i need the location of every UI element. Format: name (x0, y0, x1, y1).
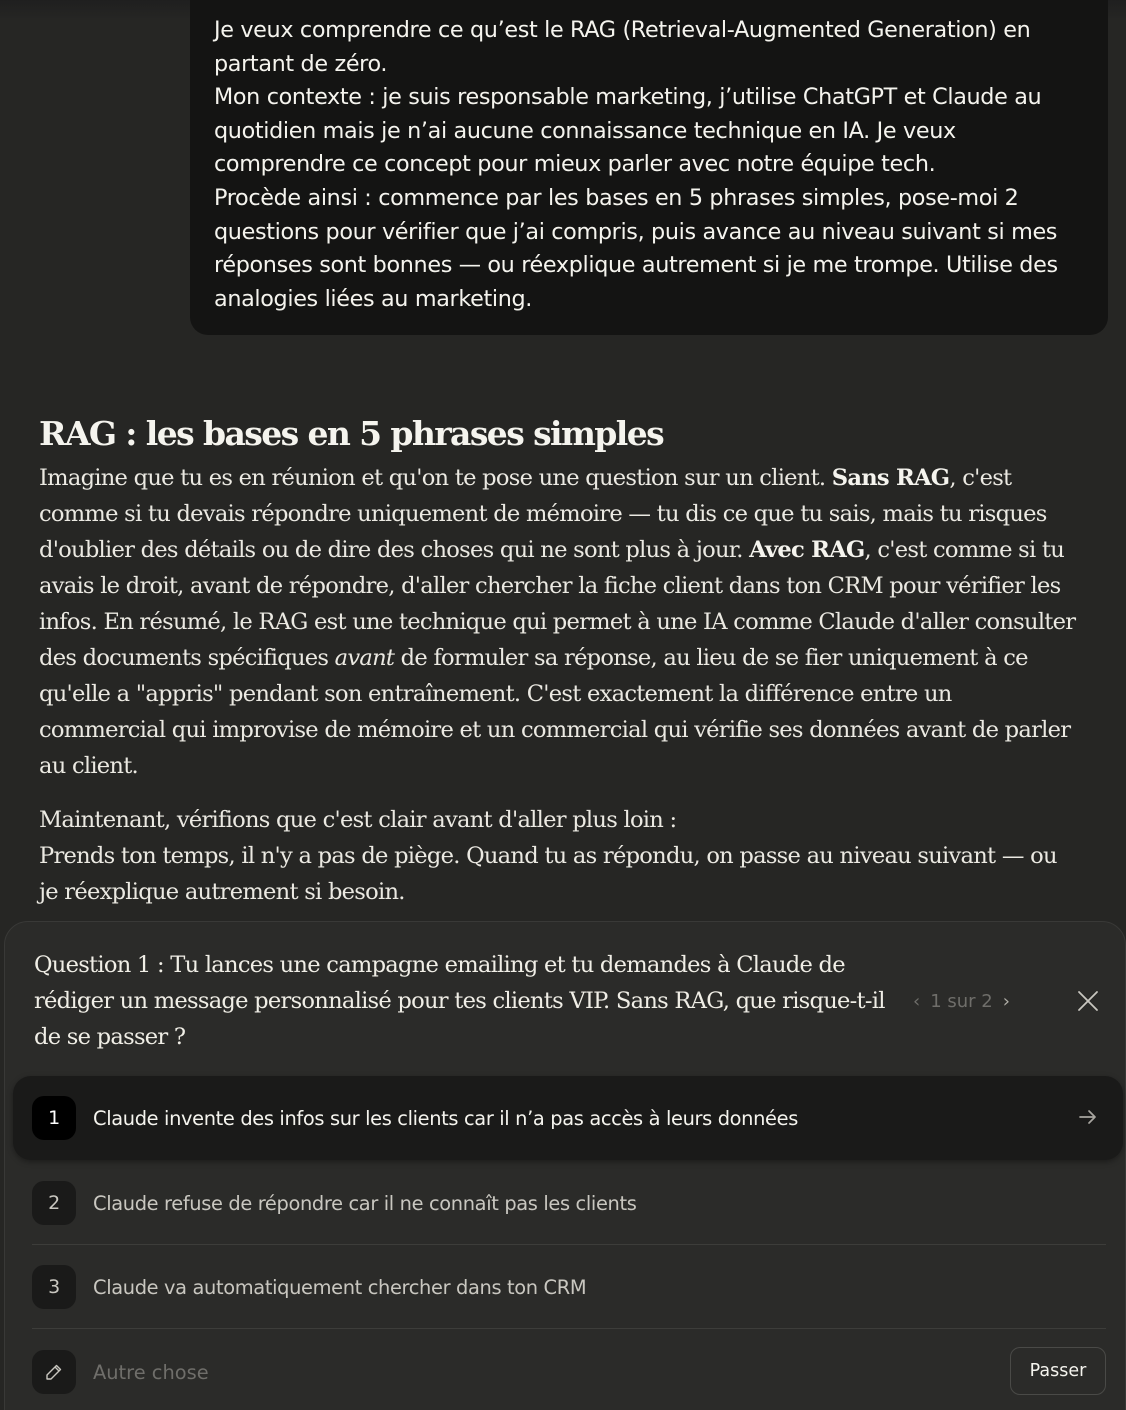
chevron-left-icon[interactable]: ‹ (913, 990, 921, 1012)
option-label: Claude va automatiquement chercher dans ton CRM (93, 1275, 587, 1299)
close-icon (1077, 990, 1099, 1012)
chevron-right-icon[interactable]: › (1002, 990, 1010, 1012)
assistant-paragraph (39, 460, 1079, 784)
bold-text: Avec RAG (749, 537, 865, 563)
text-span: Maintenant, vérifions que c'est clair avant d'aller plus loin : (39, 807, 677, 833)
option-label: Claude invente des infos sur les clients car il n’a pas accès à leurs données (93, 1106, 798, 1130)
text-span: , c'est comme si tu devais répondre uniquement de mémoire — tu dis ce que tu sais, mais tu risques d'oublier des détails ou de dire des choses qui ne sont plus à jour. (39, 465, 1047, 563)
answer-option-2[interactable] (13, 1161, 1123, 1245)
option-number: 1 (32, 1096, 76, 1140)
skip-button[interactable]: Passer (1010, 1347, 1106, 1395)
text-span: Prends ton temps, il n'y a pas de piège. Quand tu as répondu, on passe au niveau suivant — ou je réexplique autrement si besoin. (39, 843, 1057, 905)
user-message-bubble (190, 0, 1108, 335)
assistant-heading: RAG : les bases en 5 phrases simples (39, 414, 664, 453)
close-button[interactable] (1073, 986, 1103, 1016)
option-number: 3 (32, 1265, 76, 1309)
pager-label: 1 sur 2 (930, 990, 993, 1012)
user-message-paragraph: Je veux comprendre ce qu’est le RAG (Retrieval-Augmented Generation) en partant de zéro. (214, 17, 1031, 77)
user-message-paragraph: Mon contexte : je suis responsable marketing, j’utilise ChatGPT et Claude au quotidien mais je n’ai aucune connaissance technique en IA. Je veux comprendre ce concept pour mieux parler avec notre équipe tech. (214, 84, 1042, 178)
pencil-icon-box (32, 1350, 76, 1394)
assistant-paragraph (39, 802, 1079, 910)
arrow-right-icon[interactable] (1075, 1104, 1101, 1130)
answer-option-3[interactable] (13, 1245, 1123, 1329)
other-answer-row (13, 1330, 1123, 1410)
text-span: Imagine que tu es en réunion et qu'on te pose une question sur un client. (39, 465, 832, 491)
italic-text: avant (334, 645, 395, 671)
quiz-question: Question 1 : Tu lances une campagne emailing et tu demandes à Claude de rédiger un message personnalisé pour tes clients VIP. Sans RAG, que risque-t-il de se passer ? (34, 952, 885, 1050)
option-number: 2 (32, 1181, 76, 1225)
other-answer-input[interactable] (93, 1361, 893, 1384)
text-span: , c'est comme si tu avais le droit, avant de répondre, d'aller chercher la fiche client dans ton CRM pour vérifier les infos. En résumé, le RAG est une technique qui permet à une IA comme Claude d'aller consulter des documents spécifiques (39, 537, 1076, 671)
question-pager (913, 986, 1010, 1016)
divider (32, 1328, 1106, 1329)
assistant-message (39, 410, 1079, 910)
answer-option-1[interactable] (13, 1076, 1123, 1160)
option-label: Claude refuse de répondre car il ne connaît pas les clients (93, 1191, 637, 1215)
quiz-panel (4, 921, 1126, 1410)
text-span: de formuler sa réponse, au lieu de se fier uniquement à ce qu'elle a "appris" pendant son entraînement. C'est exactement la différence entre un commercial qui improvise de mémoire et un commercial qui vérifie ses données avant de parler au client. (39, 645, 1071, 779)
bold-text: Sans RAG (831, 465, 950, 491)
user-message-paragraph: Procède ainsi : commence par les bases en 5 phrases simples, pose-moi 2 questions pour vérifier que j’ai compris, puis avance au niveau suivant si mes réponses sont bonnes — ou réexplique autrement si je me trompe. Utilise des analogies liées au marketing. (214, 184, 1058, 312)
pencil-icon (44, 1362, 64, 1382)
